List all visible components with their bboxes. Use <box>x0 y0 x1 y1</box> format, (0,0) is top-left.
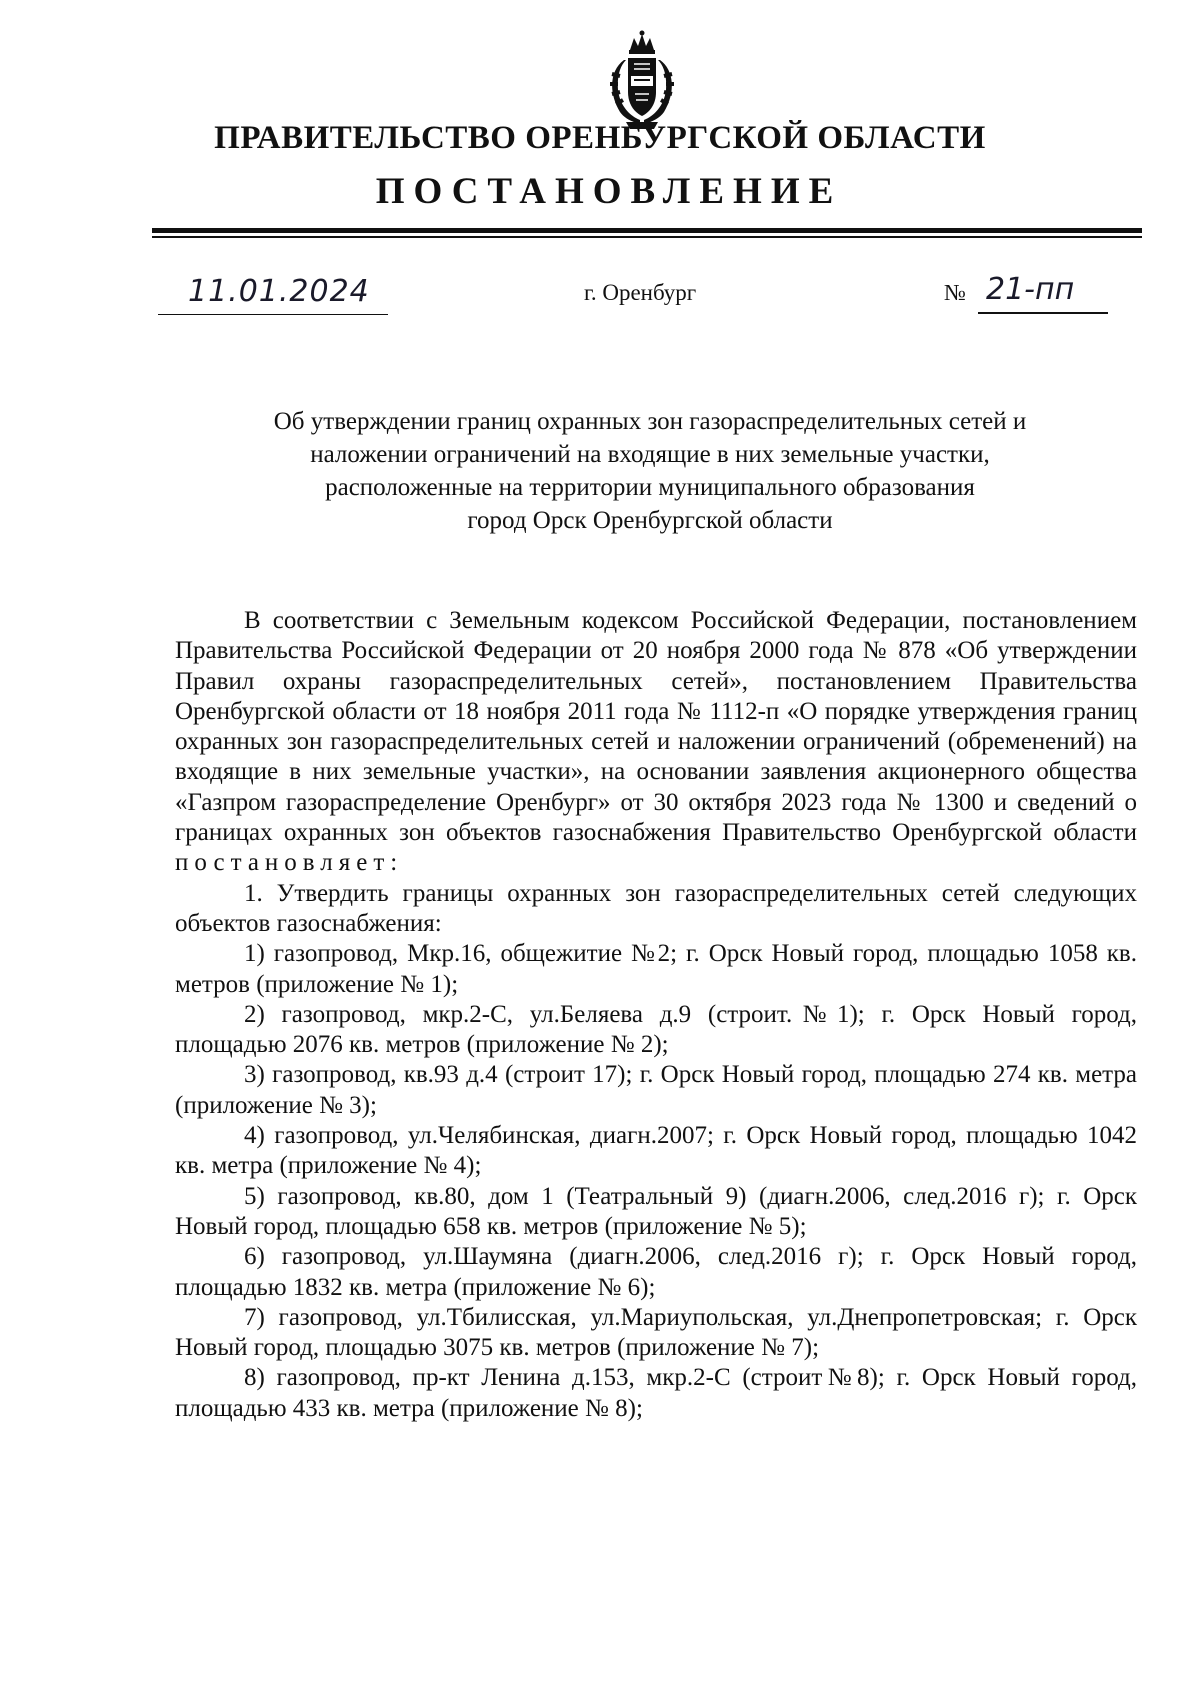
item-paragraph: 1. Утвердить границы охранных зон газораспределительных сетей следующих объектов газоснабжения: <box>175 879 1137 937</box>
subitem-paragraph: 5) газопровод, кв.80, дом 1 (Театральный 9) (диагн.2006, след.2016 г); г. Орск Новый город, площадью 658 кв. метров (приложение № 5); <box>175 1182 1137 1240</box>
document-date: 11.01.2024 <box>188 274 370 309</box>
subitem-paragraph: 6) газопровод, ул.Шаумяна (диагн.2006, след.2016 г); г. Орск Новый город, площадью 1832 кв. метра (приложение № 6); <box>175 1243 1137 1301</box>
document-subject <box>160 405 1140 537</box>
subject-line: наложении ограничений на входящие в них земельные участки, <box>310 441 990 468</box>
preamble-text: В соответствии с Земельным кодексом Российской Федерации, постановлением Правительства Российской Федерации от 20 ноября 2000 года № 878 «Об утверждении Правил охраны газораспределительных сетей», постановлением Правительства Оренбургской области от 18 ноября 2011 года № 1112-п «О порядке утверждения границ охранных зон газораспределительных сетей и наложении ограничений (обременений) на входящие в них земельные участки», на основании заявления акционерного общества «Газпром газораспределение Оренбург» от 30 октября 2023 года № 1300 и сведений о границах охранных зон объектов газоснабжения Правительство Оренбургской области <box>175 607 1137 847</box>
subitem-paragraph: 8) газопровод, пр-кт Ленина д.153, мкр.2-С (строит№8); г. Орск Новый город, площадью 433 кв. метра (приложение № 8); <box>175 1364 1137 1422</box>
subject-line: город Орск Оренбургской области <box>467 507 833 534</box>
document-city: г. Оренбург <box>584 280 697 305</box>
document-number: 21-пп <box>986 272 1075 307</box>
document-body <box>175 606 1137 1424</box>
subitem-paragraph: 7) газопровод, ул.Тбилисская, ул.Мариупольская, ул.Днепропетровская; г. Орск Новый город, площадью 3075 кв. метров (приложение № 7); <box>175 1303 1137 1362</box>
number-underline <box>978 312 1108 314</box>
header-rule-thick <box>152 228 1142 233</box>
coat-of-arms-icon <box>604 30 680 130</box>
subitem-paragraph: 1) газопровод, Мкр.16, общежитие №2; г. Орск Новый город, площадью 1058 кв. метров (приложение № 1); <box>175 940 1137 998</box>
subject-line: Об утверждении границ охранных зон газораспределительных сетей и <box>273 408 1027 435</box>
date-field <box>158 274 388 315</box>
document-type-title: ПОСТАНОВЛЕНИЕ <box>375 171 843 212</box>
number-sign: № <box>944 280 966 305</box>
subitem-paragraph: 2) газопровод, мкр.2-С, ул.Беляева д.9 (строит.№1); г. Орск Новый город, площадью 2076 кв. метров (приложение № 2); <box>175 1000 1137 1059</box>
subject-line: расположенные на территории муниципального образования <box>325 474 975 501</box>
resolves-word: постановляет: <box>175 849 404 877</box>
organization-title: ПРАВИТЕЛЬСТВО ОРЕНБУРГСКОЙ ОБЛАСТИ <box>214 120 986 156</box>
preamble-paragraph <box>175 606 1137 879</box>
subitem-paragraph: 4) газопровод, ул.Челябинская, диагн.2007; г. Орск Новый город, площадью 1042 кв. метра (приложение № 4); <box>175 1122 1137 1180</box>
subitem-paragraph: 3) газопровод, кв.93 д.4 (строит 17); г. Орск Новый город, площадью 274 кв. метра (приложение № 3); <box>175 1061 1137 1119</box>
document-number-field <box>944 274 1140 314</box>
header-rule-thin <box>152 236 1142 238</box>
